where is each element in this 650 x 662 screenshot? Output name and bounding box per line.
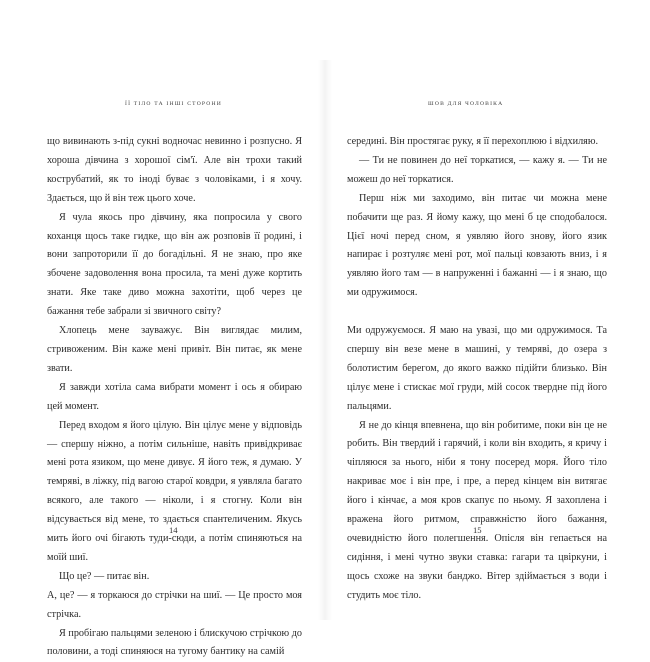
right-running-head: ШОВ ДЛЯ ЧОЛОВІКА (428, 101, 504, 107)
paragraph: Ми одружуємося. Я маю на увазі, що ми одружимося. Та спершу він везе мене в машині, у темряві, до озера з болотистим берегом, до якого важко підійти близько. Він цілує мене і стискає мої груди, мій сосок твердне під його пальцями. (347, 325, 607, 412)
right-page-number: 15 (473, 525, 482, 535)
paragraph: Я чула якось про дівчину, яка попросила у свого коханця щось таке гидке, що він аж розповів її родині, і вони запроторили її до богадільні. Я не знаю, про яке збочене задоволення вона просила, та мені дуже кортить знати. Яке таке диво можна захотіти, щоб через це бажання тебе забрали зі звичного світу? (47, 211, 302, 318)
paragraph: — Ти не повинен до неї торкатися, — кажу я. — Ти не можеш до неї торкатися. (347, 154, 607, 185)
paragraph: що вивинають з-під сукні водночас невинно і розпусно. Я хороша дівчина з хорошої сім'ї. Але він трохи такий кострубатий, як то іноді буває з чоловіками, і я хочу. Здається, що й він теж цього хоче. (47, 136, 302, 204)
paragraph: Хлопець мене зауважує. Він виглядає милим, стривоженим. Він каже мені привіт. Він питає, як мене звати. (47, 325, 302, 374)
paragraph: Я пробігаю пальцями зеленою і блискучою стрічкою до половини, а тоді спиняюся на тугому бантику на самій (47, 627, 302, 658)
paragraph: А, це? — я торкаюся до стрічки на шиї. — Це просто моя стрічка. (47, 589, 302, 620)
paragraph: середині. Він простягає руку, я її перехоплюю і відхиляю. (347, 136, 599, 147)
right-page (325, 0, 650, 650)
left-running-head: ЇЇ ТІЛО ТА ІНШІ СТОРОНИ (125, 101, 223, 107)
paragraph: Я завжди хотіла сама вибрати момент і ось я обираю цей момент. (47, 381, 302, 412)
paragraph: Що це? — питає він. (59, 570, 150, 582)
paragraph: Я не до кінця впевнена, що він робитиме, поки він це не робить. Він твердий і гарячий, і коли він входить, я кричу і чіпляюся за нього, ніби я тону посеред моря. Його тіло накриває моє і він пре, і пре, а перед кінцем він витягає його і кінчає, а моя кров скапує по ньому. Я захоплена і вражена його ритмом, справжністю його бажання, очевидністю його полегшення. Опісля він гепається на сидіння, і мені чутно звуки ставка: гагари та цвіркуни, і щось схоже на звуки банджо. Вітер здіймається з води і студить моє тіло. (347, 419, 607, 601)
paragraph: Перед входом я його цілую. Він цілує мене у відповідь — спершу ніжно, а потім сильніше, навіть привідкриває мені рота язиком, що мене дивує. Я його теж, я думаю. У темряві, в ліжку, під вагою старої ковдри, я уявляла багато всякого, але такого — ніколи, і я стогну. Коли він відсувається від мене, то здається спантеличеним. Якусь мить його очі бігають туди-сюди, а потім спиняються на моїй шиї. (47, 419, 302, 563)
paragraph: Перш ніж ми заходимо, він питає чи можна мене побачити ще раз. Я йому кажу, що мені б це сподобалося. Цієї ночі перед сном, я уявляю його знову, його язик напирає і розтуляє мені рот, мої пальці ковзають вниз, і я уявляю його там — в напруженні і бажанні — і я знаю, що ми одружимося. (347, 192, 607, 299)
left-page-number: 14 (169, 525, 178, 535)
left-page (0, 0, 325, 658)
left-page-text (47, 133, 302, 662)
